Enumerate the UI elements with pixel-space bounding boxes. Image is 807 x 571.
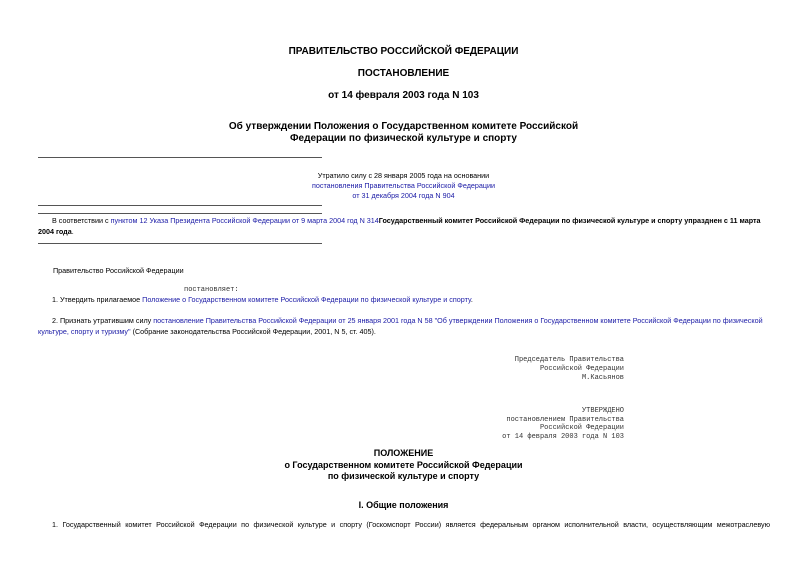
status-note-text: Утратило силу с 28 января 2005 года на основании: [317, 171, 490, 180]
signature-country: Российской Федерации: [539, 365, 624, 373]
item-2-suffix: (Собрание законодательства Российской Федерации, 2001, N 5, ст. 405).: [130, 326, 376, 336]
document-title-line2: Федерации по физической культуре и спорту: [290, 133, 517, 144]
status-note-link-line1[interactable]: [0, 181, 807, 190]
regulation-subtitle1: о Государственном комитете Российской Федерации: [284, 460, 523, 470]
abolish-note-suffix: .: [71, 226, 74, 236]
approved-block: [502, 407, 624, 441]
abolish-note-bold: Государственный комитет Российской Федерации по физической культуре и спорту упразднен с 11 марта 2004 года: [38, 216, 761, 236]
divider: [38, 213, 322, 214]
signature-position: Председатель Правительства: [514, 356, 624, 364]
item-2-link[interactable]: постановление Правительства Российской Федерации от 25 января 2001 года N 58 "Об утверждении Положения о Государственном комитете Российской Федерации по физической культуре, спорту и туризму": [38, 316, 763, 336]
item-1-suffix: .: [470, 295, 473, 304]
abolish-note-link[interactable]: пунктом 12 Указа Президента Российской Федерации от 9 марта 2004 год N 314: [110, 216, 379, 225]
abolish-note-prefix: В соответствии с: [52, 216, 111, 225]
item-2-prefix: 2. Признать утратившим силу: [52, 316, 154, 325]
regulation-paragraph-1: 1. Государственный комитет Российской Федерации по физической культуре и спорту (Госкомспорт России) является федеральным органом исполнительной власти, осуществляющим межотраслевую: [52, 520, 770, 529]
item-1-prefix: 1. Утвердить прилагаемое: [52, 295, 143, 304]
government-name: ПРАВИТЕЛЬСТВО РОССИЙСКОЙ ФЕДЕРАЦИИ: [288, 46, 519, 57]
divider: [38, 157, 322, 158]
resolves-label: постановляет:: [184, 286, 239, 294]
status-note-link-date[interactable]: от 31 декабря 2004 года N 904: [352, 191, 455, 200]
document-type: ПОСТАНОВЛЕНИЕ: [357, 68, 450, 79]
approved-date: от 14 февраля 2003 года N 103: [502, 432, 624, 441]
item-1: [38, 295, 770, 304]
approved-by: постановлением Правительства: [506, 415, 624, 424]
divider: [38, 243, 322, 244]
document-title-line1: Об утверждении Положения о Государственном комитете Российской: [228, 121, 579, 132]
section-heading: I. Общие положения: [358, 500, 449, 510]
signature-block: [515, 356, 624, 383]
abolish-note: [38, 216, 770, 237]
item-1-link[interactable]: Положение о Государственном комитете Российской Федерации по физической культуре и спорту: [142, 295, 471, 304]
status-note-link[interactable]: постановления Правительства Российской Федерации: [311, 181, 496, 190]
government-label: Правительство Российской Федерации: [53, 266, 184, 275]
approved-label: УТВЕРЖДЕНО: [581, 407, 624, 415]
divider: [38, 205, 322, 206]
regulation-subtitle2: по физической культуре и спорту: [327, 471, 480, 481]
status-note-link-line2[interactable]: [0, 191, 807, 200]
signature-name: М.Касьянов: [581, 374, 624, 382]
item-2: [38, 316, 770, 337]
regulation-title: ПОЛОЖЕНИЕ: [373, 448, 434, 458]
approved-country: Российской Федерации: [539, 424, 624, 432]
document-date-number: от 14 февраля 2003 года N 103: [328, 90, 479, 101]
